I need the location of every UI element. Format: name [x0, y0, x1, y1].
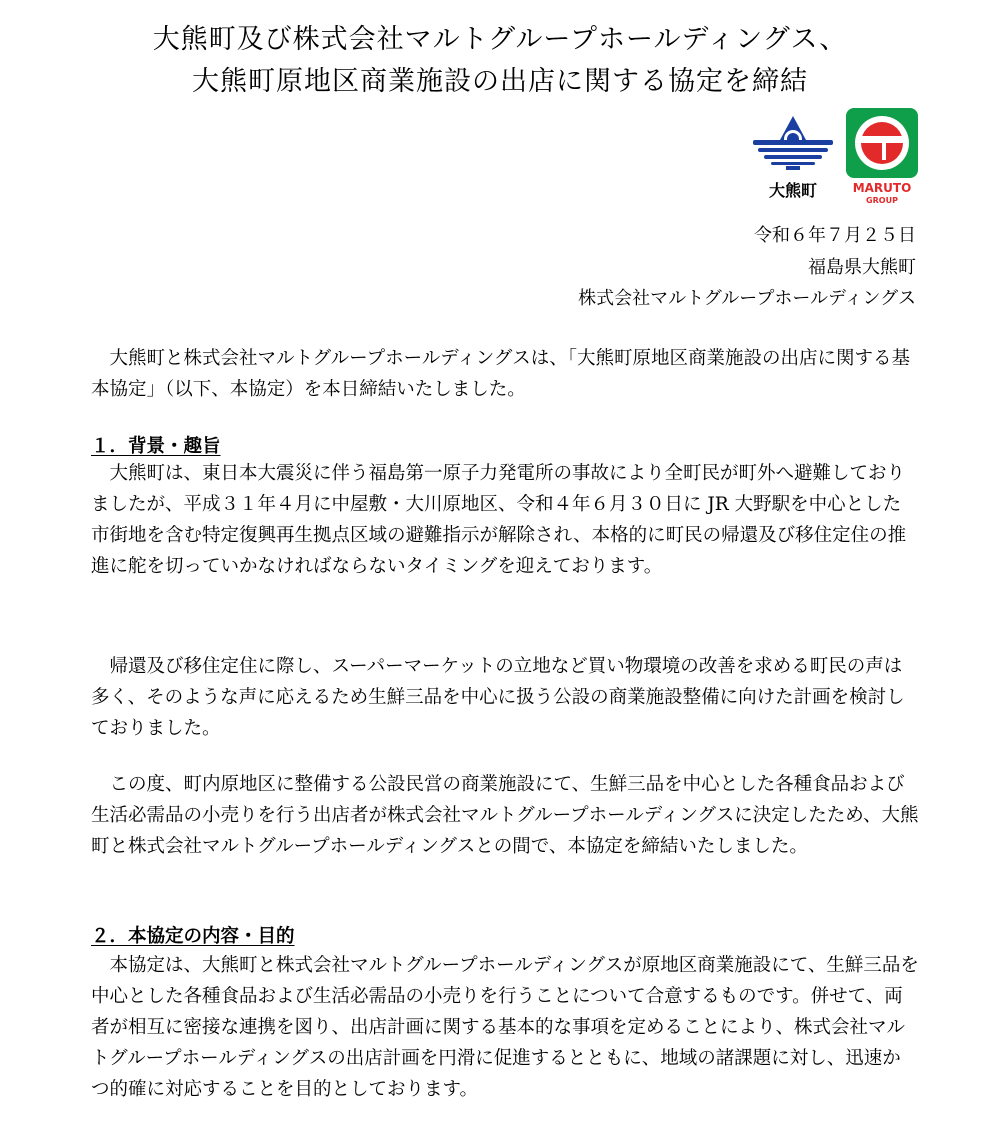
- section-2-heading: ２．本協定の内容・目的: [91, 926, 295, 947]
- issuer-maruto-group: 株式会社マルトグループホールディングス: [578, 288, 916, 309]
- section-1-paragraph-2: 帰還及び移住定住に際し、スーパーマーケットの立地など買い物環境の改善を求める町民の声は多く、そのような声に応えるため生鮮三品を中心に扱う公設の商業施設整備に向けた計画を検討しておりました。: [91, 656, 905, 739]
- intro-paragraph: 大熊町と株式会社マルトグループホールディングスは、「大熊町原地区商業施設の出店に関する基本協定」（以下、本協定）を本日締結いたしました。: [91, 348, 910, 400]
- section-1-paragraph-1: 大熊町は、東日本大震災に伴う福島第一原子力発電所の事故により全町民が町外へ避難しておりましたが、平成３１年４月に中屋敷・大川原地区、令和４年６月３０日に JR 大野駅を中心とした市街地を含む特定復興再生拠点区域の避難指示が解除され、本格的に町民の帰還及び移住定住の推進に舵を切っていかなければならないタイミングを迎えております。: [91, 463, 907, 577]
- issuer-okuma-town: 福島県大熊町: [808, 257, 916, 278]
- section-1-paragraph-3: この度、町内原地区に整備する公設民営の商業施設にて、生鮮三品を中心とした各種食品および生活必需品の小売りを行う出店者が株式会社マルトグループホールディングスに決定したため、大熊町と株式会社マルトグループホールディングスとの間で、本協定を締結いたしました。: [91, 774, 919, 857]
- maruto-group-logo: [846, 108, 918, 206]
- document-title-line-1: 大熊町及び株式会社マルトグループホールディングス、: [152, 24, 848, 55]
- town-logo-label: 大熊町: [768, 181, 818, 200]
- maruto-logo-sublabel: GROUP: [866, 196, 898, 205]
- section-2-paragraph-1: 本協定は、大熊町と株式会社マルトグループホールディングスが原地区商業施設にて、生鮮三品を中心とした各種食品および生活必需品の小売りを行うことについて合意するものです。併せて、両者が相互に密接な連携を図り、出店計画に関する基本的な事項を定めることにより、株式会社マルトグループホールディングスの出店計画を円滑に促進するとともに、地域の諸課題に対し、迅速かつ的確に対応することを目的としております。: [91, 955, 919, 1100]
- maruto-logo-label: MARUTO: [852, 181, 912, 195]
- section-1-heading: １．背景・趣旨: [91, 436, 221, 457]
- okuma-town-emblem-icon: [748, 110, 838, 206]
- document-date: 令和６年７月２５日: [754, 225, 916, 246]
- maruto-logo-icon: [846, 108, 918, 206]
- document-title-line-2: 大熊町原地区商業施設の出店に関する協定を締結: [192, 66, 808, 97]
- okuma-town-emblem: [748, 110, 838, 206]
